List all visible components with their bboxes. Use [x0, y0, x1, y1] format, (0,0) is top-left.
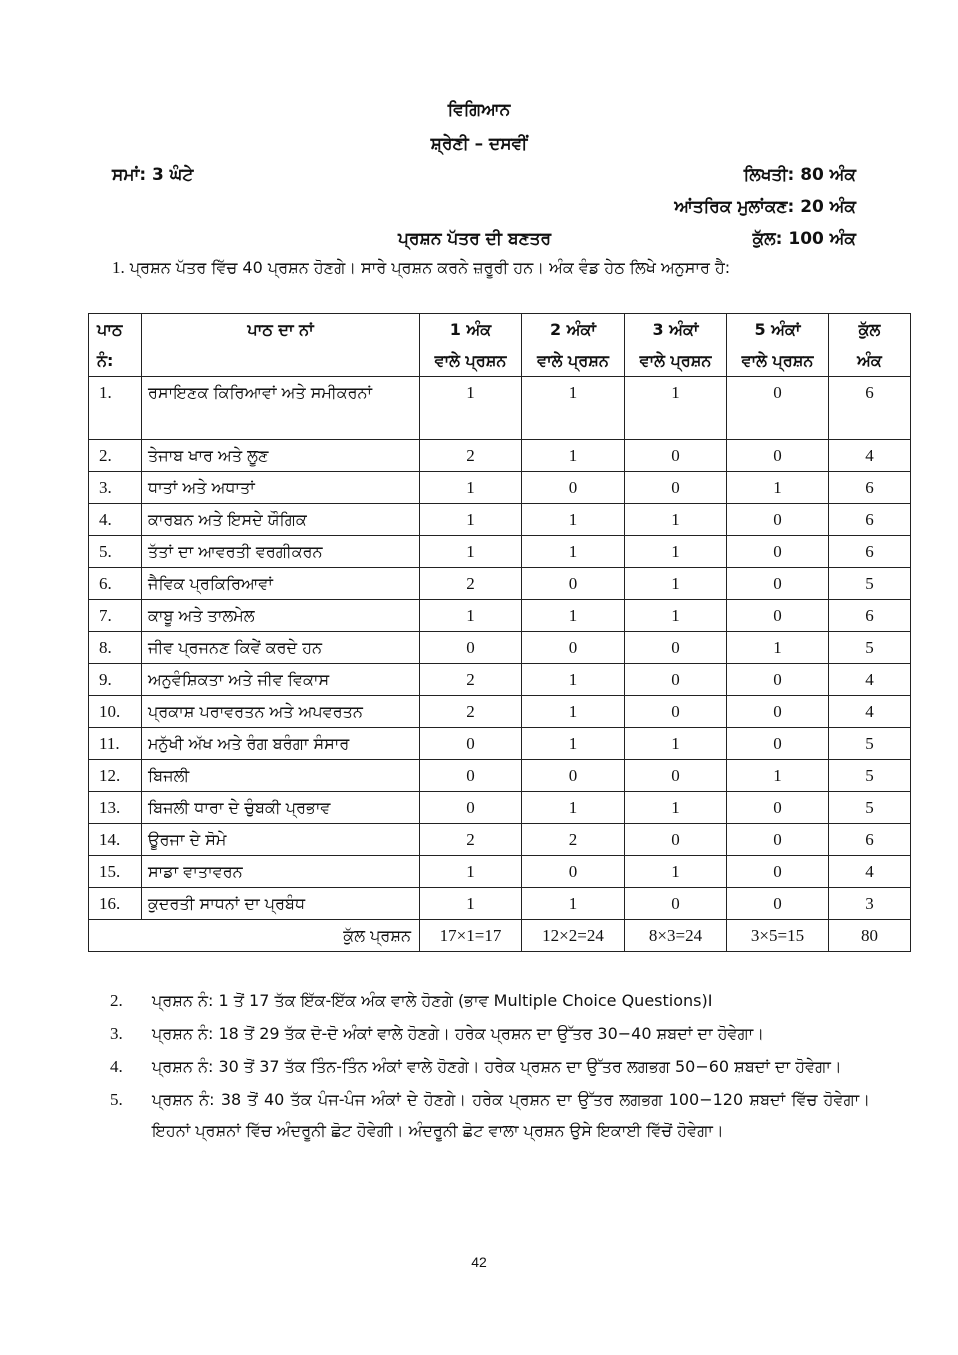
lesson-name: ਬਿਜਲੀ — [142, 760, 420, 792]
table-row — [89, 536, 911, 568]
table-row — [89, 696, 911, 728]
one-mark-count: 2 — [420, 664, 522, 696]
lesson-name: ਸਾਡਾ ਵਾਤਾਵਰਨ — [142, 856, 420, 888]
lesson-number: 15. — [89, 856, 142, 888]
two-mark-count: 1 — [522, 600, 625, 632]
one-mark-count: 2 — [420, 440, 522, 472]
three-mark-count: 0 — [625, 824, 727, 856]
header-lesson-no: ਪਾਠ ਨੰ: — [89, 314, 142, 377]
instruction-item — [110, 1051, 870, 1082]
five-mark-count: 0 — [727, 792, 829, 824]
three-mark-count: 0 — [625, 440, 727, 472]
class-title: ਸ਼੍ਰੇਣੀ – ਦਸਵੀਂ — [430, 134, 528, 154]
three-mark-count: 1 — [625, 856, 727, 888]
written-marks-label: ਲਿਖਤੀ: 80 ਅੰਕ — [743, 165, 856, 185]
instruction-item — [110, 1018, 870, 1049]
lesson-number: 8. — [89, 632, 142, 664]
one-mark-count: 2 — [420, 696, 522, 728]
table-row — [89, 856, 911, 888]
grand-total: 80 — [829, 920, 911, 952]
five-mark-count: 0 — [727, 696, 829, 728]
totals-row — [89, 920, 911, 952]
lesson-total: 4 — [829, 856, 911, 888]
lesson-name: ਕਾਬੂ ਅਤੇ ਤਾਲਮੇਲ — [142, 600, 420, 632]
instruction-text: ਪ੍ਰਸ਼ਨ ਨੰ: 30 ਤੋਂ 37 ਤੱਕ ਤਿੰਨ-ਤਿੰਨ ਅੰਕਾਂ ਵਾਲੇ ਹੋਣਗੇ। ਹਰੇਕ ਪ੍ਰਸ਼ਨ ਦਾ ਉੱਤਰ ਲਗਭਗ 50−60 ਸ਼ਬਦਾਂ ਦਾ ਹੋਵੇਗਾ। — [152, 1057, 842, 1076]
lesson-number: 9. — [89, 664, 142, 696]
one-mark-count: 0 — [420, 728, 522, 760]
total-1-mark: 17×1=17 — [420, 920, 522, 952]
one-mark-count: 0 — [420, 632, 522, 664]
instruction-number: 4. — [110, 1057, 123, 1076]
five-mark-count: 0 — [727, 536, 829, 568]
intro-line — [112, 258, 730, 278]
lesson-number: 12. — [89, 760, 142, 792]
lesson-number: 14. — [89, 824, 142, 856]
five-mark-count: 1 — [727, 472, 829, 504]
one-mark-count: 1 — [420, 600, 522, 632]
two-mark-count: 2 — [522, 824, 625, 856]
three-mark-count: 1 — [625, 504, 727, 536]
lesson-total: 6 — [829, 472, 911, 504]
instruction-item — [110, 985, 870, 1016]
instruction-text: ਪ੍ਰਸ਼ਨ ਨੰ: 1 ਤੋਂ 17 ਤੱਕ ਇੱਕ-ਇੱਕ ਅੰਕ ਵਾਲੇ ਹੋਣਗੇ (ਭਾਵ Multiple Choice Questions)I — [152, 991, 713, 1010]
one-mark-count: 1 — [420, 504, 522, 536]
two-mark-count: 0 — [522, 856, 625, 888]
one-mark-count: 0 — [420, 792, 522, 824]
three-mark-count: 1 — [625, 377, 727, 440]
lesson-total: 5 — [829, 792, 911, 824]
lesson-number: 5. — [89, 536, 142, 568]
header-1-mark: 1 ਅੰਕ ਵਾਲੇ ਪ੍ਰਸ਼ਨ — [420, 314, 522, 377]
one-mark-count: 2 — [420, 568, 522, 600]
lesson-number: 13. — [89, 792, 142, 824]
lesson-name: ਧਾਤਾਂ ਅਤੇ ਅਧਾਤਾਂ — [142, 472, 420, 504]
intro-text: ਪ੍ਰਸ਼ਨ ਪੱਤਰ ਵਿੱਚ 40 ਪ੍ਰਸ਼ਨ ਹੋਣਗੇ। ਸਾਰੇ ਪ੍ਰਸ਼ਨ ਕਰਨੇ ਜ਼ਰੂਰੀ ਹਨ। ਅੰਕ ਵੰਡ ਹੇਠ ਲਿਖੇ ਅਨੁਸਾਰ ਹੈ: — [129, 258, 731, 277]
lesson-name: ਜੀਵ ਪ੍ਰਜਨਣ ਕਿਵੇਂ ਕਰਦੇ ਹਨ — [142, 632, 420, 664]
instruction-item — [110, 1084, 870, 1146]
five-mark-count: 0 — [727, 504, 829, 536]
lesson-number: 16. — [89, 888, 142, 920]
time-label: ਸਮਾਂ: 3 ਘੰਟੇ — [112, 165, 194, 185]
five-mark-count: 0 — [727, 888, 829, 920]
lesson-total: 4 — [829, 696, 911, 728]
lesson-total: 3 — [829, 888, 911, 920]
two-mark-count: 0 — [522, 632, 625, 664]
lesson-total: 4 — [829, 440, 911, 472]
two-mark-count: 1 — [522, 440, 625, 472]
lesson-total: 4 — [829, 664, 911, 696]
three-mark-count: 0 — [625, 760, 727, 792]
lesson-number: 11. — [89, 728, 142, 760]
lesson-total: 6 — [829, 504, 911, 536]
table-row — [89, 377, 911, 440]
lesson-name: ਤੇਜਾਬ ਖਾਰ ਅਤੇ ਲੂਣ — [142, 440, 420, 472]
five-mark-count: 0 — [727, 440, 829, 472]
internal-assessment-label: ਆਂਤਰਿਕ ਮੁਲਾਂਕਣ: 20 ਅੰਕ — [674, 197, 856, 217]
header-5-marks: 5 ਅੰਕਾਂ ਵਾਲੇ ਪ੍ਰਸ਼ਨ — [727, 314, 829, 377]
lesson-total: 5 — [829, 568, 911, 600]
lesson-name: ਕੁਦਰਤੀ ਸਾਧਨਾਂ ਦਾ ਪ੍ਰਬੰਧ — [142, 888, 420, 920]
three-mark-count: 0 — [625, 888, 727, 920]
five-mark-count: 0 — [727, 664, 829, 696]
table-row — [89, 824, 911, 856]
header-3-marks: 3 ਅੰਕਾਂ ਵਾਲੇ ਪ੍ਰਸ਼ਨ — [625, 314, 727, 377]
lesson-name: ਤੱਤਾਂ ਦਾ ਆਵਰਤੀ ਵਰਗੀਕਰਨ — [142, 536, 420, 568]
lesson-name: ਅਨੁਵੰਸ਼ਿਕਤਾ ਅਤੇ ਜੀਵ ਵਿਕਾਸ — [142, 664, 420, 696]
lesson-total: 5 — [829, 760, 911, 792]
lesson-number: 7. — [89, 600, 142, 632]
table-row — [89, 632, 911, 664]
three-mark-count: 0 — [625, 632, 727, 664]
total-marks-label: ਕੁੱਲ: 100 ਅੰਕ — [752, 229, 856, 249]
lesson-name: ਮਨੁੱਖੀ ਅੱਖ ਅਤੇ ਰੰਗ ਬਰੰਗਾ ਸੰਸਾਰ — [142, 728, 420, 760]
two-mark-count: 1 — [522, 536, 625, 568]
one-mark-count: 1 — [420, 377, 522, 440]
lesson-total: 5 — [829, 632, 911, 664]
five-mark-count: 1 — [727, 632, 829, 664]
instruction-number: 2. — [110, 991, 123, 1010]
table-row — [89, 440, 911, 472]
lesson-number: 3. — [89, 472, 142, 504]
lesson-number: 4. — [89, 504, 142, 536]
lesson-name: ਰਸਾਇਣਕ ਕਿਰਿਆਵਾਂ ਅਤੇ ਸਮੀਕਰਨਾਂ — [142, 377, 420, 440]
table-row — [89, 504, 911, 536]
one-mark-count: 2 — [420, 824, 522, 856]
two-mark-count: 1 — [522, 888, 625, 920]
five-mark-count: 0 — [727, 568, 829, 600]
five-mark-count: 0 — [727, 856, 829, 888]
marks-distribution-table — [88, 313, 911, 952]
table-row — [89, 792, 911, 824]
lesson-name: ਬਿਜਲੀ ਧਾਰਾ ਦੇ ਚੁੰਬਕੀ ਪ੍ਰਭਾਵ — [142, 792, 420, 824]
three-mark-count: 0 — [625, 664, 727, 696]
three-mark-count: 0 — [625, 696, 727, 728]
two-mark-count: 1 — [522, 728, 625, 760]
five-mark-count: 0 — [727, 600, 829, 632]
one-mark-count: 1 — [420, 856, 522, 888]
two-mark-count: 0 — [522, 568, 625, 600]
lesson-name: ਪ੍ਰਕਾਸ਼ ਪਰਾਵਰਤਨ ਅਤੇ ਅਪਵਰਤਨ — [142, 696, 420, 728]
header-total-marks: ਕੁੱਲ ਅੰਕ — [829, 314, 911, 377]
three-mark-count: 1 — [625, 728, 727, 760]
one-mark-count: 1 — [420, 536, 522, 568]
header-lesson-name: ਪਾਠ ਦਾ ਨਾਂ — [142, 314, 420, 377]
table-row — [89, 760, 911, 792]
instruction-text: ਪ੍ਰਸ਼ਨ ਨੰ: 18 ਤੋਂ 29 ਤੱਕ ਦੋ-ਦੋ ਅੰਕਾਂ ਵਾਲੇ ਹੋਣਗੇ। ਹਰੇਕ ਪ੍ਰਸ਼ਨ ਦਾ ਉੱਤਰ 30−40 ਸ਼ਬਦਾਂ ਦਾ ਹੋਵੇਗਾ। — [152, 1024, 765, 1043]
five-mark-count: 1 — [727, 760, 829, 792]
two-mark-count: 1 — [522, 377, 625, 440]
instruction-text: ਪ੍ਰਸ਼ਨ ਨੰ: 38 ਤੋਂ 40 ਤੱਕ ਪੰਜ-ਪੰਜ ਅੰਕਾਂ ਦੇ ਹੋਣਗੇ। ਹਰੇਕ ਪ੍ਰਸ਼ਨ ਦਾ ਉੱਤਰ ਲਗਭਗ 100−120 ਸ਼ਬਦਾਂ ਵਿੱਚ ਹੋਵੇਗਾ। ਇਹਨਾਂ ਪ੍ਰਸ਼ਨਾਂ ਵਿੱਚ ਅੰਦਰੂਨੀ ਛੋਟ ਹੋਵੇਗੀ। ਅੰਦਰੂਨੀ ਛੋਟ ਵਾਲਾ ਪ੍ਰਸ਼ਨ ਉਸੇ ਇਕਾਈ ਵਿੱਚੋਂ ਹੋਵੇਗਾ। — [152, 1090, 870, 1140]
lesson-total: 5 — [829, 728, 911, 760]
table-row — [89, 664, 911, 696]
totals-label: ਕੁੱਲ ਪ੍ਰਸ਼ਨ — [89, 920, 420, 952]
instruction-number: 3. — [110, 1024, 123, 1043]
one-mark-count: 1 — [420, 888, 522, 920]
lesson-total: 6 — [829, 824, 911, 856]
total-2-marks: 12×2=24 — [522, 920, 625, 952]
lesson-number: 1. — [89, 377, 142, 440]
lesson-number: 10. — [89, 696, 142, 728]
two-mark-count: 1 — [522, 696, 625, 728]
three-mark-count: 1 — [625, 792, 727, 824]
table-row — [89, 568, 911, 600]
lesson-name: ਕਾਰਬਨ ਅਤੇ ਇਸਦੇ ਯੌਗਿਕ — [142, 504, 420, 536]
lesson-name: ਜੈਵਿਕ ਪ੍ਰਕਿਰਿਆਵਾਂ — [142, 568, 420, 600]
five-mark-count: 0 — [727, 728, 829, 760]
table-row — [89, 600, 911, 632]
table-row — [89, 728, 911, 760]
two-mark-count: 0 — [522, 760, 625, 792]
intro-number: 1. — [112, 258, 125, 277]
table-header-row — [89, 314, 911, 377]
table-row — [89, 472, 911, 504]
lesson-total: 6 — [829, 600, 911, 632]
five-mark-count: 0 — [727, 824, 829, 856]
structure-heading: ਪ੍ਰਸ਼ਨ ਪੱਤਰ ਦੀ ਬਣਤਰ — [398, 229, 552, 249]
instruction-number: 5. — [110, 1090, 123, 1109]
two-mark-count: 0 — [522, 472, 625, 504]
total-5-marks: 3×5=15 — [727, 920, 829, 952]
lesson-number: 2. — [89, 440, 142, 472]
three-mark-count: 1 — [625, 536, 727, 568]
one-mark-count: 0 — [420, 760, 522, 792]
lesson-number: 6. — [89, 568, 142, 600]
header-2-marks: 2 ਅੰਕਾਂ ਵਾਲੇ ਪ੍ਰਸ਼ਨ — [522, 314, 625, 377]
subject-title: ਵਿਗਿਆਨ — [447, 100, 511, 120]
one-mark-count: 1 — [420, 472, 522, 504]
lesson-name: ਊਰਜਾ ਦੇ ਸੋਮੇ — [142, 824, 420, 856]
five-mark-count: 0 — [727, 377, 829, 440]
total-3-marks: 8×3=24 — [625, 920, 727, 952]
table-row — [89, 888, 911, 920]
instructions-list — [110, 985, 870, 1148]
lesson-total: 6 — [829, 536, 911, 568]
two-mark-count: 1 — [522, 792, 625, 824]
lesson-total: 6 — [829, 377, 911, 440]
page-number: 42 — [471, 1254, 487, 1270]
two-mark-count: 1 — [522, 504, 625, 536]
two-mark-count: 1 — [522, 664, 625, 696]
three-mark-count: 1 — [625, 600, 727, 632]
three-mark-count: 1 — [625, 568, 727, 600]
three-mark-count: 0 — [625, 472, 727, 504]
